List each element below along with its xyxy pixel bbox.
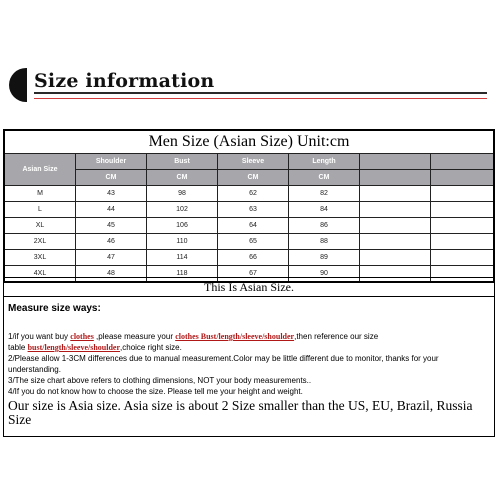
empty-cell xyxy=(360,218,431,234)
empty-cell xyxy=(360,186,431,202)
length-cell: 84 xyxy=(289,202,360,218)
col-header-length: Length xyxy=(289,154,360,170)
shoulder-cell: 45 xyxy=(76,218,147,234)
unit-label: CM xyxy=(218,170,289,186)
length-cell: 89 xyxy=(289,250,360,266)
shoulder-cell: 48 xyxy=(76,266,147,283)
unit-label: CM xyxy=(147,170,218,186)
instruction-text: 1/if you want buy xyxy=(8,332,71,341)
divider xyxy=(34,92,487,94)
clothes-link[interactable]: clothes xyxy=(70,332,94,341)
empty-cell xyxy=(431,218,495,234)
table-row xyxy=(4,186,494,202)
instruction-text: table xyxy=(8,343,28,352)
measure-title: Measure size ways: xyxy=(8,303,101,314)
empty-cell xyxy=(431,250,495,266)
half-circle-icon xyxy=(9,68,27,102)
empty-cell xyxy=(360,202,431,218)
instruction-line-1b xyxy=(8,342,490,353)
unit-label-empty xyxy=(360,170,431,186)
bust-cell: 106 xyxy=(147,218,218,234)
size-table-title: Men Size (Asian Size) Unit:cm xyxy=(4,130,494,154)
bust-cell: 98 xyxy=(147,186,218,202)
shoulder-cell: 43 xyxy=(76,186,147,202)
instruction-text: ,choice right size. xyxy=(120,343,182,352)
length-cell: 86 xyxy=(289,218,360,234)
instruction-line-3: 3/The size chart above refers to clothing dimensions, NOT your body measurements.. xyxy=(8,376,312,385)
length-cell: 88 xyxy=(289,234,360,250)
size-cell: 3XL xyxy=(4,250,76,266)
instruction-line-2: 2/Please allow 1-3CM differences due to manual measurement.Color may be little different due to monitor, thanks for your understanding. xyxy=(8,354,439,374)
instruction-text: ,please measure your xyxy=(93,332,176,341)
page-header xyxy=(0,60,500,110)
empty-cell xyxy=(431,186,495,202)
col-header-shoulder: Shoulder xyxy=(76,154,147,170)
col-header-empty xyxy=(431,154,495,170)
table-row xyxy=(4,234,494,250)
empty-cell xyxy=(431,234,495,250)
length-cell: 90 xyxy=(289,266,360,283)
sleeve-cell: 65 xyxy=(218,234,289,250)
size-cell: L xyxy=(4,202,76,218)
col-header-empty xyxy=(360,154,431,170)
sleeve-cell: 64 xyxy=(218,218,289,234)
sleeve-cell: 67 xyxy=(218,266,289,283)
shoulder-cell: 47 xyxy=(76,250,147,266)
table-row xyxy=(4,250,494,266)
col-header-sleeve: Sleeve xyxy=(218,154,289,170)
asia-size-note: Our size is Asia size. Asia size is about 2 Size smaller than the US, EU, Brazil, Russia Size xyxy=(8,398,473,427)
shoulder-cell: 46 xyxy=(76,234,147,250)
bust-cell: 118 xyxy=(147,266,218,283)
table-row xyxy=(4,202,494,218)
measurement-info-box xyxy=(3,277,495,437)
unit-label-empty xyxy=(431,170,495,186)
size-cell: 2XL xyxy=(4,234,76,250)
instruction-line-4: 4/If you do not know how to choose the size. Please tell me your height and weight. xyxy=(8,387,303,396)
divider-accent xyxy=(34,98,487,99)
col-header-bust: Bust xyxy=(147,154,218,170)
unit-label: CM xyxy=(289,170,360,186)
size-cell: XL xyxy=(4,218,76,234)
size-cell: 4XL xyxy=(4,266,76,283)
shoulder-cell: 44 xyxy=(76,202,147,218)
bust-cell: 102 xyxy=(147,202,218,218)
asian-size-heading: This Is Asian Size. xyxy=(4,278,494,297)
empty-cell xyxy=(360,250,431,266)
sleeve-cell: 63 xyxy=(218,202,289,218)
sleeve-cell: 62 xyxy=(218,186,289,202)
page-title: Size information xyxy=(34,70,215,92)
bust-cell: 114 xyxy=(147,250,218,266)
measurements-link[interactable]: clothes Bust/length/sleeve/shoulder xyxy=(175,332,295,341)
unit-label: CM xyxy=(76,170,147,186)
size-table-link[interactable]: bust/length/sleeve/shoulder xyxy=(27,343,121,352)
empty-cell xyxy=(431,202,495,218)
sleeve-cell: 66 xyxy=(218,250,289,266)
bust-cell: 110 xyxy=(147,234,218,250)
empty-cell xyxy=(360,234,431,250)
instruction-text: ,then reference our size xyxy=(294,332,379,341)
size-table xyxy=(3,129,495,283)
info-body xyxy=(4,297,494,429)
instruction-line-1 xyxy=(8,331,490,342)
length-cell: 82 xyxy=(289,186,360,202)
table-row xyxy=(4,218,494,234)
size-cell: M xyxy=(4,186,76,202)
col-header-asian-size: Asian Size xyxy=(4,154,76,186)
